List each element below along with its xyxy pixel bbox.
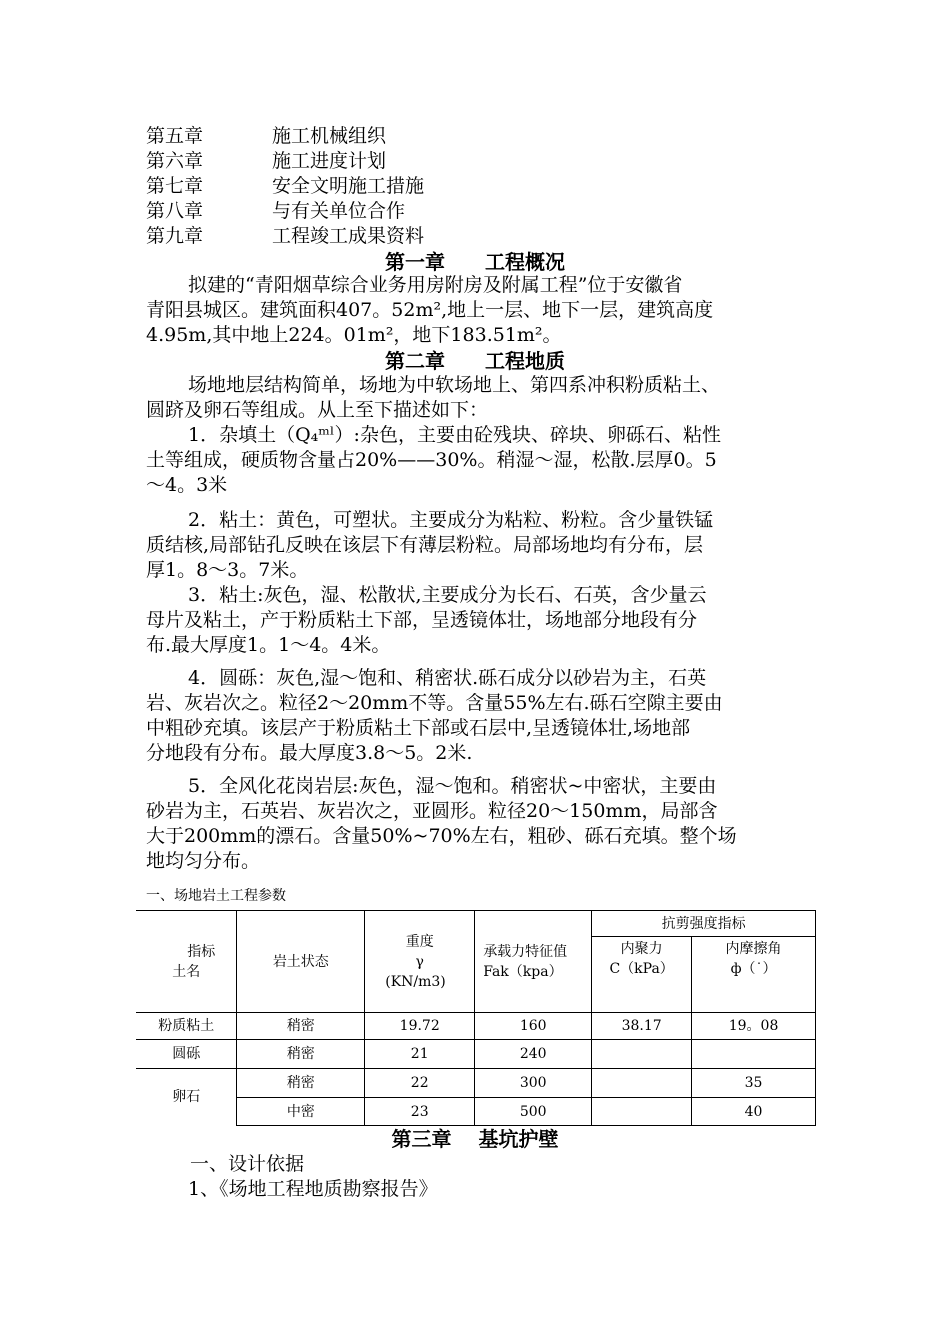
text-line: 4．圆砾：灰色,湿～饱和、稍密状.砾石成分以砂岩为主，石英 [188, 667, 707, 689]
geology-item-3 [146, 583, 810, 658]
design-basis-item-1: 1、《场地工程地质勘察报告》 [188, 1178, 438, 1200]
toc-chapter-title: 安全文明施工措施 [272, 175, 425, 197]
text-line: 砂岩为主，石英岩、灰岩次之，亚圆形。粒径20～150mm，局部含 [146, 800, 718, 822]
chapter-3-heading: 第三章 基坑护壁 [391, 1127, 559, 1151]
toc-row [146, 199, 424, 224]
cohesion-cell [592, 1040, 692, 1069]
header-friction-unit: ф（˙） [730, 961, 777, 977]
cohesion-cell [592, 1069, 692, 1098]
text-line: 质结核,局部钻孔反映在该层下有薄层粉粒。局部场地均有分布，层 [146, 534, 704, 556]
toc-row [146, 224, 424, 249]
header-soil-name-label: 土名 [172, 963, 201, 980]
text-line: 3．粘土:灰色，湿、松散状,主要成分为长石、石英，含少量云 [188, 584, 707, 606]
text-line: 4.95m,其中地上224。01m²，地下183.51m²。 [146, 324, 562, 346]
toc-chapter-title: 施工机械组织 [272, 125, 387, 147]
table-header-row [136, 911, 816, 937]
friction-cell: 19。08 [692, 1013, 816, 1040]
geology-item-4 [146, 666, 810, 766]
geology-item-2 [146, 508, 810, 583]
header-friction-cell [692, 937, 816, 1013]
text-line: 5．全风化花岗岩层:灰色，湿～饱和。稍密状~中密状，主要由 [188, 775, 717, 797]
header-density-label: 重度 [405, 933, 434, 950]
text-line: 分地段有分布。最大厚度3.8～5。2米. [146, 742, 473, 764]
toc-row [146, 174, 424, 199]
header-friction-label: 内摩擦角 [725, 941, 782, 957]
header-shear-cell: 抗剪强度指标 [592, 911, 816, 937]
cohesion-cell [592, 1098, 692, 1126]
text-line: ～4。3米 [146, 474, 228, 496]
state-cell: 稍密 [237, 1069, 365, 1098]
section-design-basis: 一、设计依据 [190, 1153, 305, 1175]
text-line: 圆跻及卵石等组成。从上至下描述如下： [146, 399, 489, 421]
soil-name-cell: 圆砾 [136, 1040, 237, 1069]
bearing-cell: 160 [475, 1013, 592, 1040]
toc-chapter-number: 第七章 [146, 175, 204, 197]
header-density-symbol: γ [415, 953, 424, 970]
friction-cell: 35 [692, 1069, 816, 1098]
state-cell: 稍密 [237, 1013, 365, 1040]
toc-chapter-number: 第五章 [146, 125, 204, 147]
chapter-1-heading: 第一章 工程概况 [385, 250, 565, 274]
density-cell: 22 [365, 1069, 475, 1098]
text-line: 青阳县城区。建筑面积407。52m²,地上一层、地下一层，建筑高度 [146, 299, 714, 321]
text-line: 土等组成，硬质物含量占20%——30%。稍湿～湿，松散.层厚0。5 [146, 449, 717, 471]
text-line: 布.最大厚度1。1～4。4米。 [146, 634, 391, 656]
table-row [136, 1013, 816, 1040]
toc-row [146, 149, 424, 174]
chapter-1-overview [146, 273, 810, 348]
bearing-cell: 300 [475, 1069, 592, 1098]
state-cell: 中密 [237, 1098, 365, 1126]
text-line: 母片及粘土，产于粉质粘土下部，呈透镜体壮，场地部分地段有分 [146, 609, 698, 631]
text-line: 厚1。8～3。7米。 [146, 559, 309, 581]
toc-row [146, 124, 424, 149]
bearing-cell: 240 [475, 1040, 592, 1069]
friction-cell: 40 [692, 1098, 816, 1126]
toc-chapter-number: 第九章 [146, 225, 204, 247]
header-corner-cell [136, 911, 237, 1013]
header-cohesion-unit: C（kPa） [609, 961, 674, 977]
toc-chapter-title: 工程竣工成果资料 [272, 225, 425, 247]
text-line: 场地地层结构简单，场地为中软场地上、第四系冲积粉质粘土、 [188, 374, 721, 396]
table-row [136, 1040, 816, 1069]
soil-parameters-table [136, 910, 816, 1126]
header-bearing-label: 承载力特征值 Fak（kpa） [483, 943, 568, 980]
toc-chapter-title: 施工进度计划 [272, 150, 387, 172]
text-line: 中粗砂充填。该层产于粉质粘土下部或石层中,呈透镜体壮,场地部 [146, 717, 691, 739]
density-cell: 21 [365, 1040, 475, 1069]
text-line: 拟建的“青阳烟草综合业务用房附房及附属工程”位于安徽省 [188, 274, 683, 296]
header-density-cell [365, 911, 475, 1013]
density-cell: 19.72 [365, 1013, 475, 1040]
toc-chapter-title: 与有关单位合作 [272, 200, 406, 222]
header-bearing-cell [475, 911, 592, 1013]
header-indicator-label: 指标 [187, 943, 216, 960]
header-state-cell: 岩土状态 [237, 911, 365, 1013]
state-cell: 稍密 [237, 1040, 365, 1069]
text-line: 大于200mm的漂石。含量50%~70%左右，粗砂、砾石充填。整个场 [146, 825, 737, 847]
table-caption: 一、场地岩土工程参数 [146, 888, 286, 904]
friction-cell [692, 1040, 816, 1069]
toc-chapter-number: 第六章 [146, 150, 204, 172]
table-row [136, 1098, 816, 1126]
soil-name-cell: 粉质粘土 [136, 1013, 237, 1040]
table-row [136, 1069, 816, 1098]
chapter-2-heading: 第二章 工程地质 [385, 349, 565, 373]
geology-item-5 [146, 774, 810, 874]
geology-intro [146, 373, 810, 423]
header-density-unit: (KN/m3) [385, 973, 446, 990]
geology-item-1 [146, 423, 810, 498]
text-line: 2．粘土：黄色，可塑状。主要成分为粘粒、粉粒。含少量铁锰 [188, 509, 714, 531]
header-cohesion-label: 内聚力 [620, 941, 663, 957]
text-line: 1．杂填土（Q₄ᵐˡ）:杂色，主要由砼残块、碎块、卵砾石、粘性 [188, 424, 721, 446]
text-line: 岩、灰岩次之。粒径2～20mm不等。含量55%左右.砾石空隙主要由 [146, 692, 723, 714]
soil-name-cell: 卵石 [136, 1069, 237, 1126]
toc-chapter-number: 第八章 [146, 200, 204, 222]
header-cohesion-cell [592, 937, 692, 1013]
table-of-contents [146, 124, 424, 249]
cohesion-cell: 38.17 [592, 1013, 692, 1040]
text-line: 地均匀分布。 [146, 850, 261, 872]
bearing-cell: 500 [475, 1098, 592, 1126]
density-cell: 23 [365, 1098, 475, 1126]
